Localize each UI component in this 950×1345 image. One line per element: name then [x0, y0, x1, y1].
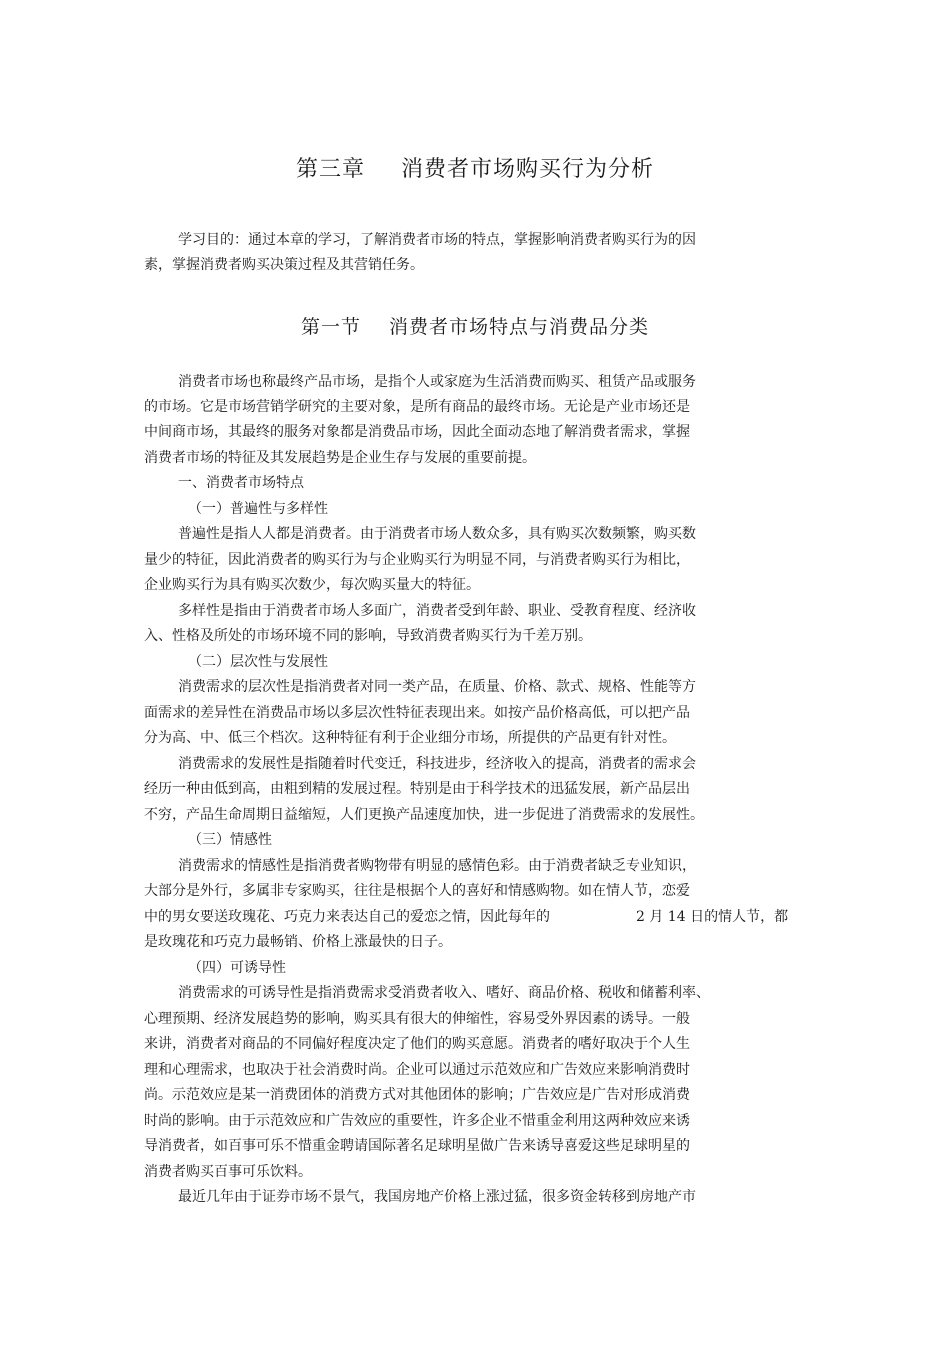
body-line: 消费者购买百事可乐饮料。 — [144, 1164, 312, 1180]
body-line: 不穷，产品生命周期日益缩短，人们更换产品速度加快，进一步促进了消费需求的发展性。 — [144, 807, 704, 823]
body-line: 心理预期、经济发展趋势的影响，购买具有很大的伸缩性，容易受外界因素的诱导。一般 — [144, 1011, 690, 1027]
date-fragment: 2 月 14 日的情人节，都 — [636, 909, 789, 925]
body-line: 入、性格及所处的市场环境不同的影响，导致消费者购买行为千差万别。 — [144, 628, 592, 644]
body-line: 中间商市场，其最终的服务对象都是消费品市场，因此全面动态地了解消费者需求，掌握 — [144, 424, 690, 440]
chapter-heading: 消费者市场购买行为分析 — [401, 157, 655, 182]
body-line: 消费需求的发展性是指随着时代变迁，科技进步，经济收入的提高，消费者的需求会 — [178, 756, 696, 772]
body-line: 面需求的差异性在消费品市场以多层次性特征表现出来。如按产品价格高低，可以把产品 — [144, 705, 690, 721]
body-line: 中的男女要送玫瑰花、巧克力来表达自己的爱恋之情，因此每年的 — [144, 909, 550, 925]
body-line: 消费需求的层次性是指消费者对同一类产品，在质量、价格、款式、规格、性能等方 — [178, 679, 696, 695]
body-line: 来讲，消费者对商品的不同偏好程度决定了他们的购买意愿。消费者的嗜好取决于个人生 — [144, 1036, 690, 1052]
body-line: 分为高、中、低三个档次。这种特征有利于企业细分市场，所提供的产品更有针对性。 — [144, 730, 676, 746]
body-line: 企业购买行为具有购买次数少，每次购买量大的特征。 — [144, 577, 480, 593]
subheading: （四）可诱导性 — [188, 960, 286, 976]
section-label: 第一节 — [300, 316, 361, 338]
body-line: 消费需求的情感性是指消费者购物带有明显的感情色彩。由于消费者缺乏专业知识， — [178, 858, 696, 874]
body-line: 普遍性是指人人都是消费者。由于消费者市场人数众多，具有购买次数频繁，购买数 — [178, 526, 696, 542]
body-line: 是玫瑰花和巧克力最畅销、价格上涨最快的日子。 — [144, 934, 452, 950]
section-heading: 消费者市场特点与消费品分类 — [389, 316, 650, 338]
subheading: （二）层次性与发展性 — [188, 654, 328, 670]
body-line: 理和心理需求，也取决于社会消费时尚。企业可以通过示范效应和广告效应来影响消费时 — [144, 1062, 690, 1078]
body-line: 消费者市场的特征及其发展趋势是企业生存与发展的重要前提。 — [144, 450, 536, 466]
body-line: 消费需求的可诱导性是指消费需求受消费者收入、嗜好、商品价格、税收和储蓄利率、 — [178, 985, 710, 1001]
chapter-label: 第三章 — [295, 157, 365, 182]
body-line: 尚。示范效应是某一消费团体的消费方式对其他团体的影响；广告效应是广告对形成消费 — [144, 1087, 690, 1103]
subheading: （三）情感性 — [188, 832, 272, 848]
body-line: 消费者市场也称最终产品市场，是指个人或家庭为生活消费而购买、租赁产品或服务 — [178, 374, 696, 390]
section-title — [0, 312, 950, 339]
body-line: 导消费者，如百事可乐不惜重金聘请国际著名足球明星做广告来诱导喜爱这些足球明星的 — [144, 1138, 690, 1154]
body-line: 大部分是外行，多属非专家购买，往往是根据个人的喜好和情感购物。如在情人节，恋爱 — [144, 883, 690, 899]
chapter-title — [0, 152, 950, 183]
subheading: （一）普遍性与多样性 — [188, 501, 328, 517]
body-line: 经历一种由低到高，由粗到精的发展过程。特别是由于科学技术的迅猛发展，新产品层出 — [144, 781, 690, 797]
objective-line: 学习目的：通过本章的学习，了解消费者市场的特点，掌握影响消费者购买行为的因 — [178, 232, 696, 248]
body-line: 多样性是指由于消费者市场人多面广，消费者受到年龄、职业、受教育程度、经济收 — [178, 603, 696, 619]
subheading: 一、消费者市场特点 — [178, 475, 304, 491]
body-line: 量少的特征，因此消费者的购买行为与企业购买行为明显不同，与消费者购买行为相比， — [144, 552, 690, 568]
body-line: 的市场。它是市场营销学研究的主要对象，是所有商品的最终市场。无论是产业市场还是 — [144, 399, 690, 415]
body-line: 最近几年由于证券市场不景气，我国房地产价格上涨过猛，很多资金转移到房地产市 — [178, 1189, 696, 1205]
body-line: 时尚的影响。由于示范效应和广告效应的重要性，许多企业不惜重金利用这两种效应来诱 — [144, 1113, 690, 1129]
objective-line: 素，掌握消费者购买决策过程及其营销任务。 — [144, 257, 424, 273]
